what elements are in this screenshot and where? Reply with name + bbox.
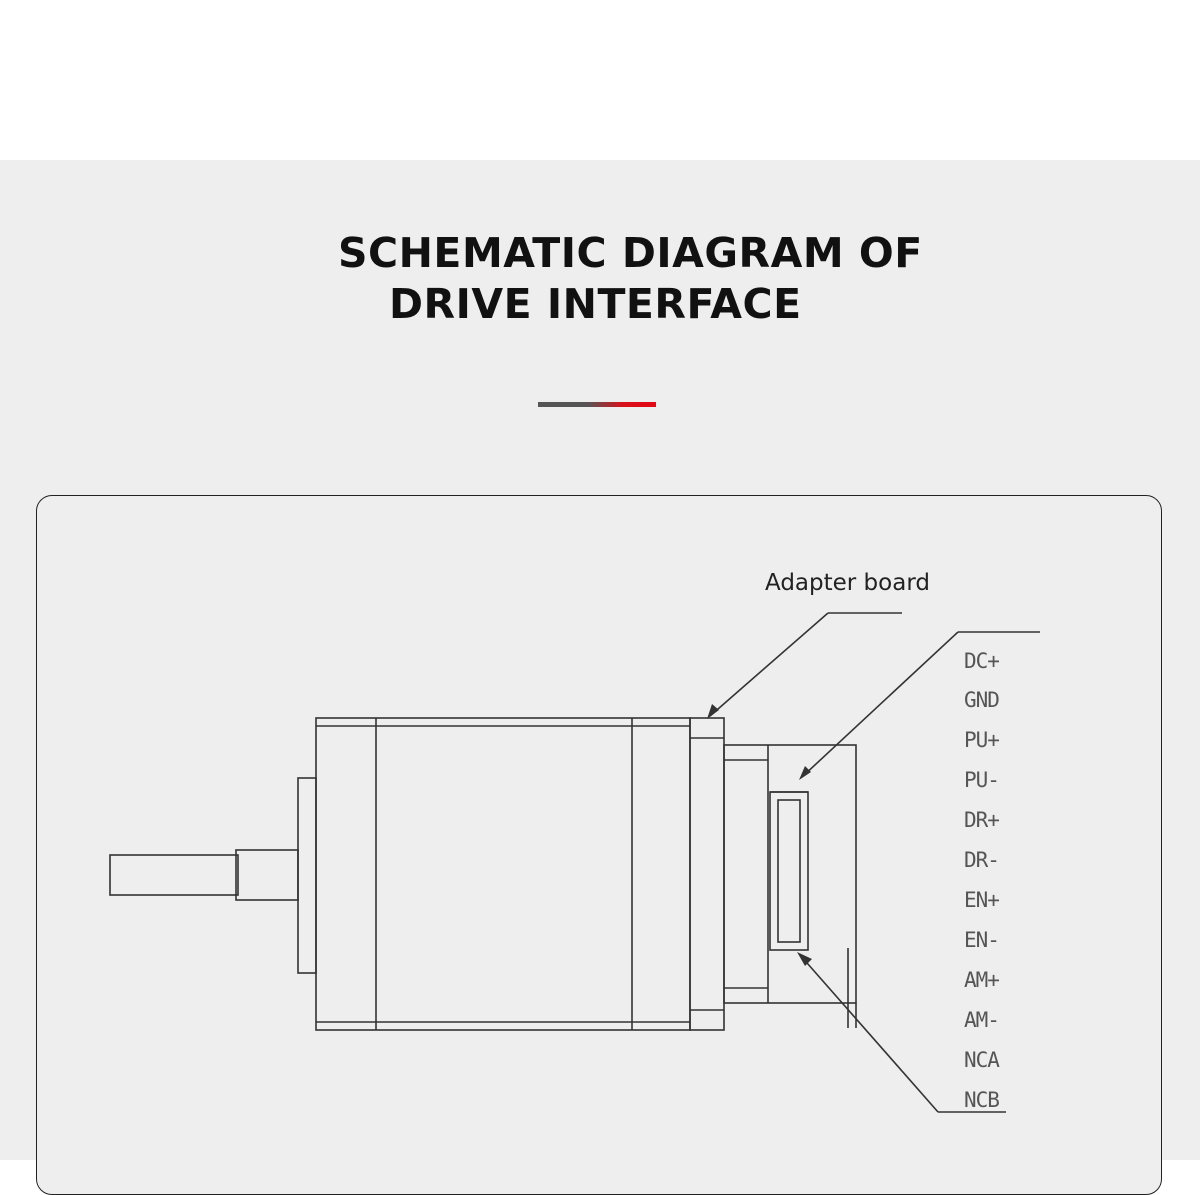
adapter-board-label: Adapter board [765,570,930,596]
pin-label: DR- [964,848,999,872]
motor-shaft [110,855,238,895]
pin-arrowhead-top [799,766,811,780]
motor-body [316,718,690,1030]
adapter-arrowhead [707,704,719,719]
adapter-leader-line [710,613,828,716]
pin-label: DR+ [964,808,999,832]
driver-box [724,745,856,1003]
pin-arrowhead-bottom [797,952,812,966]
pin-label: AM- [964,1008,999,1032]
front-flange [298,778,316,973]
pin-label: NCB [964,1088,999,1112]
pin-label: DC+ [964,649,999,673]
title-line-1: SCHEMATIC DIAGRAM OF [338,229,923,277]
title-line-2: DRIVE INTERFACE [389,280,802,328]
pin-label: GND [964,688,999,712]
shaft-step [236,850,298,900]
pin-label: NCA [964,1048,999,1072]
adapter-plate [690,718,724,1030]
pin-label: EN- [964,928,999,952]
pin-label: AM+ [964,968,999,992]
pin-label: PU- [964,768,999,792]
connector [770,792,808,950]
pin-label: EN+ [964,888,999,912]
pin-label: PU+ [964,728,999,752]
